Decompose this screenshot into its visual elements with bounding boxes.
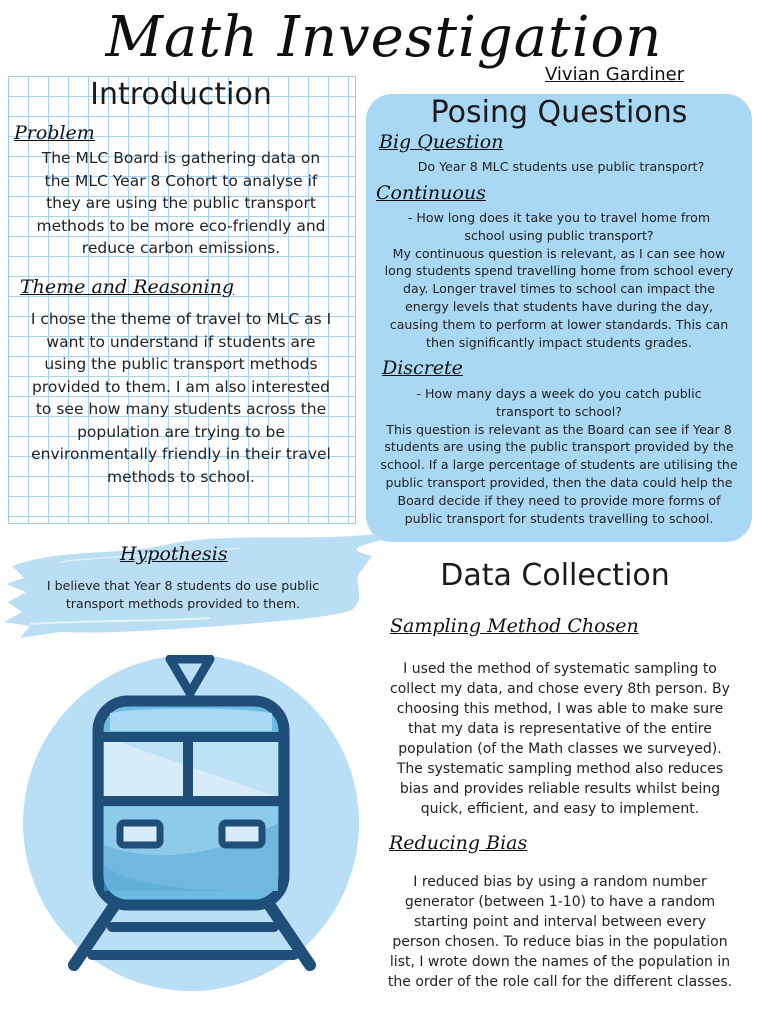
sampling-line: bias and provides reliable results whilst being [399, 781, 721, 797]
continuous-line: causing them to perform at lower standards. This can [389, 316, 729, 332]
theme-heading: Theme and Reasoning [20, 276, 235, 298]
problem-heading: Problem [14, 122, 95, 144]
problem-text [8, 147, 354, 260]
bias-line: person chosen. To reduce bias in the population [392, 934, 728, 950]
problem-line: reduce carbon emissions. [81, 239, 281, 257]
sampling-heading: Sampling Method Chosen [390, 615, 639, 637]
discrete-line: students are using the public transport provided by the [384, 439, 734, 455]
theme-line: using the public transport methods [44, 355, 318, 373]
continuous-line: then significantly impact students grades. [426, 334, 692, 350]
problem-line: the MLC Year 8 Cohort to analyse if [44, 171, 318, 190]
discrete-line: - How many days a week do you catch public [416, 386, 702, 401]
bias-line: list, I wrote down the names of the population in [389, 954, 731, 970]
continuous-heading: Continuous [376, 182, 486, 204]
discrete-line: public transport for students travelling to school. [404, 510, 714, 526]
continuous-text [366, 209, 752, 351]
theme-line: population are trying to be [77, 422, 285, 441]
hypothesis-text [10, 577, 356, 613]
discrete-line: transport to school? [496, 403, 622, 419]
sampling-line: The systematic sampling method also reduces [396, 761, 724, 777]
big-question-text: Do Year 8 MLC students use public transport? [417, 159, 705, 174]
continuous-line: energy levels that students have during the day, [404, 298, 714, 314]
theme-line: provided to them. I am also interested [31, 377, 330, 396]
discrete-line: school. If a large percentage of students are utilising the [380, 457, 738, 473]
problem-line: The MLC Board is gathering data on [41, 149, 321, 167]
continuous-line: - How long does it take you to travel home from [407, 210, 711, 225]
big-question-heading: Big Question [379, 131, 504, 153]
sampling-line: I used the method of systematic sampling to [403, 661, 717, 677]
continuous-line: day. Longer travel times to school can impact the [403, 281, 715, 297]
hypothesis-heading: Hypothesis [120, 543, 228, 565]
bias-line: starting point and interval between every [413, 914, 707, 930]
sampling-line: quick, efficient, and easy to implement. [420, 801, 700, 817]
bias-line: I reduced bias by using a random number [413, 874, 707, 890]
posing-questions-heading: Posing Questions [430, 95, 688, 130]
sampling-text [364, 659, 756, 819]
sampling-line: collect my data, and chose every 8th person. By [390, 681, 730, 697]
introduction-heading: Introduction [90, 77, 272, 112]
hypothesis-line: transport methods provided to them. [65, 595, 301, 611]
theme-line: I chose the theme of travel to MLC as I [30, 310, 332, 328]
discrete-line: public transport provided, then the data could help the [385, 474, 733, 490]
reducing-bias-text [364, 872, 756, 992]
discrete-line: Board decide if they need to provide more forms of [397, 492, 721, 508]
theme-line: methods to school. [107, 467, 255, 486]
theme-text [8, 308, 354, 488]
discrete-line: This question is relevant as the Board can see if Year 8 [386, 421, 732, 437]
bias-line: the order of the role call for the different classes. [387, 974, 733, 990]
sampling-line: population (of the Math classes we surveyed). [398, 741, 722, 757]
discrete-heading: Discrete [382, 357, 463, 379]
page-title: Math Investigation [105, 5, 663, 70]
continuous-line: school using public transport? [464, 227, 654, 243]
continuous-line: My continuous question is relevant, as I can see how [392, 245, 726, 261]
problem-line: methods to be more eco-friendly and [36, 216, 326, 235]
theme-line: want to understand if students are [46, 332, 316, 351]
theme-line: environmentally friendly in their travel [31, 445, 331, 463]
sampling-line: that my data is representative of the entire [408, 721, 712, 737]
hypothesis-line: I believe that Year 8 students do use public [46, 578, 320, 593]
sampling-line: choosing this method, I was able to make sure [396, 701, 724, 717]
theme-line: to see how many students across the [35, 400, 327, 418]
data-collection-heading: Data Collection [440, 558, 670, 593]
train-icon [18, 655, 368, 1020]
continuous-line: long students spend travelling home from school every [384, 263, 734, 279]
problem-line: they are using the public transport [46, 194, 316, 212]
author-name: Vivian Gardiner [545, 64, 685, 85]
bias-line: generator (between 1-10) to have a random [404, 894, 716, 910]
discrete-text [366, 385, 752, 527]
reducing-bias-heading: Reducing Bias [389, 832, 528, 854]
